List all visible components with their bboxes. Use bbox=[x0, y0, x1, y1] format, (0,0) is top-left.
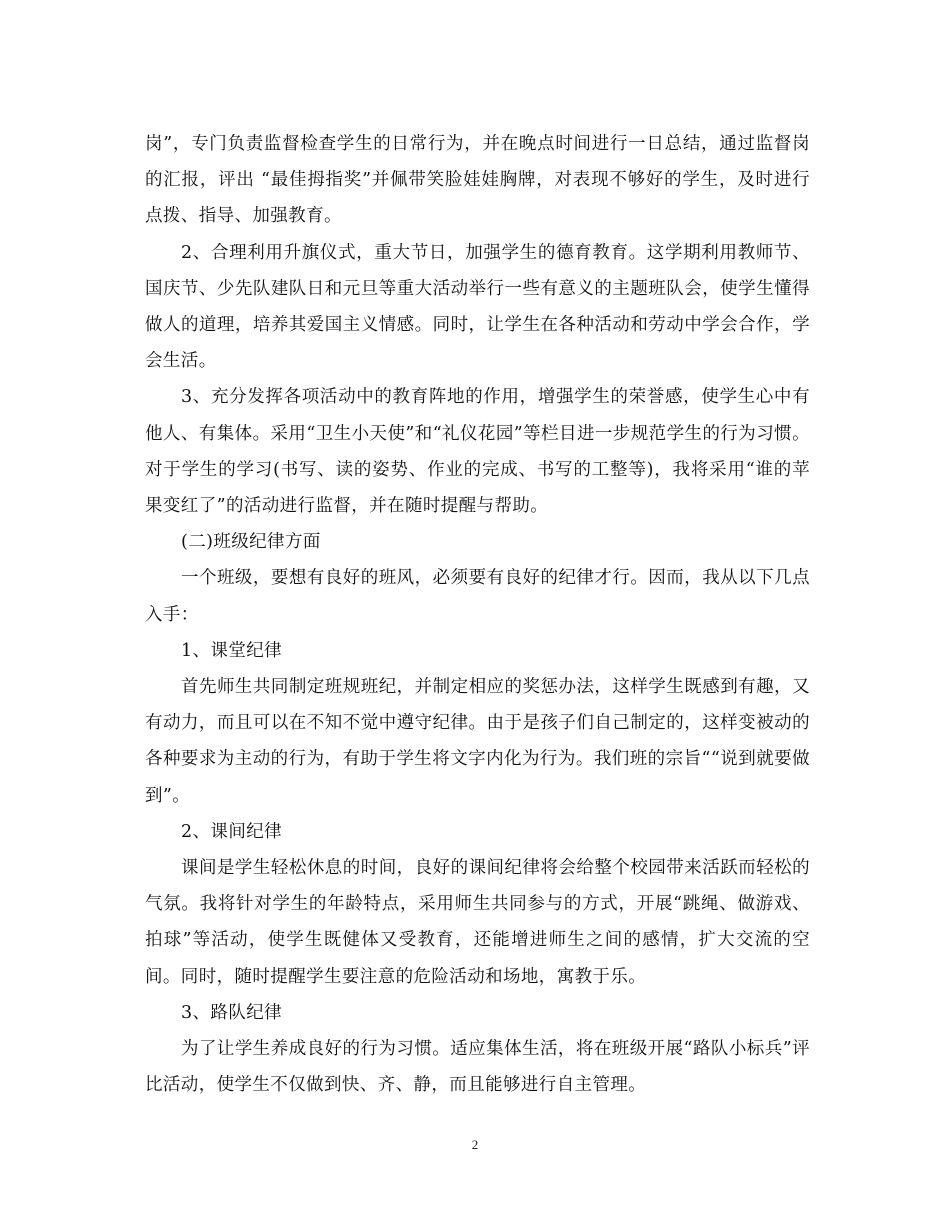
section-heading-discipline: (二)班级纪律方面 bbox=[181, 532, 321, 553]
paragraph-classroom-discipline: 首先师生共同制定班规班纪，并制定相应的奖惩办法，这样学生既感到有趣，又有动力，而且可以在不知不觉中遵守纪律。由于是孩子们自己制定的，这样变被动的各种要求为主动的行为，有助于学生将文字内化为行为。我们班的宗旨““说到就要做到”。 bbox=[145, 677, 810, 806]
subheading-queue-discipline: 3、路队纪律 bbox=[181, 1002, 283, 1023]
paragraph-queue-discipline: 为了让学生养成良好的行为习惯。适应集体生活，将在班级开展“路队小标兵”评比活动，使学生不仅做到快、齐、静，而且能够进行自主管理。 bbox=[145, 1039, 810, 1096]
paragraph-item-2: 2、合理利用升旗仪式，重大节日，加强学生的德育教育。这学期利用教师节、国庆节、少先队建队日和元旦等重大活动举行一些有意义的主题班队会，使学生懂得做人的道理，培养其爱国主义情感。同时，让学生在各种活动和劳动中学会合作，学会生活。 bbox=[145, 242, 810, 372]
page-number: 2 bbox=[471, 1137, 479, 1152]
paragraph-item-3: 3、充分发挥各项活动中的教育阵地的作用，增强学生的荣誉感，使学生心中有他人、有集体。采用“卫生小天使”和“礼仪花园”等栏目进一步规范学生的行为习惯。对于学生的学习(书写、读的姿势、作业的完成、书写的工整等)，我将采用“谁的苹果变红了”的活动进行监督，并在随时提醒与帮助。 bbox=[145, 387, 810, 517]
document-body bbox=[145, 126, 810, 1103]
subheading-classroom-discipline: 1、课堂纪律 bbox=[181, 640, 283, 661]
paragraph-recess-discipline: 课间是学生轻松休息的时间，良好的课间纪律将会给整个校园带来活跃而轻松的气氛。我将针对学生的年龄特点，采用师生共同参与的方式，开展“跳绳、做游戏、拍球”等活动，使学生既健体又受教育，还能增进师生之间的感情，扩大交流的空间。同时，随时提醒学生要注意的危险活动和场地，寓教于乐。 bbox=[145, 858, 810, 987]
paragraph-continuation: 岗”，专门负责监督检查学生的日常行为，并在晚点时间进行一日总结，通过监督岗的汇报，评出 “最佳拇指奖”并佩带笑脸娃娃胸牌，对表现不够好的学生，及时进行点拨、指导、加强教育。 bbox=[145, 134, 810, 227]
subheading-recess-discipline: 2、课间纪律 bbox=[181, 821, 283, 842]
paragraph-discipline-intro: 一个班级，要想有良好的班风，必须要有良好的纪律才行。因而，我从以下几点入手： bbox=[145, 568, 810, 625]
